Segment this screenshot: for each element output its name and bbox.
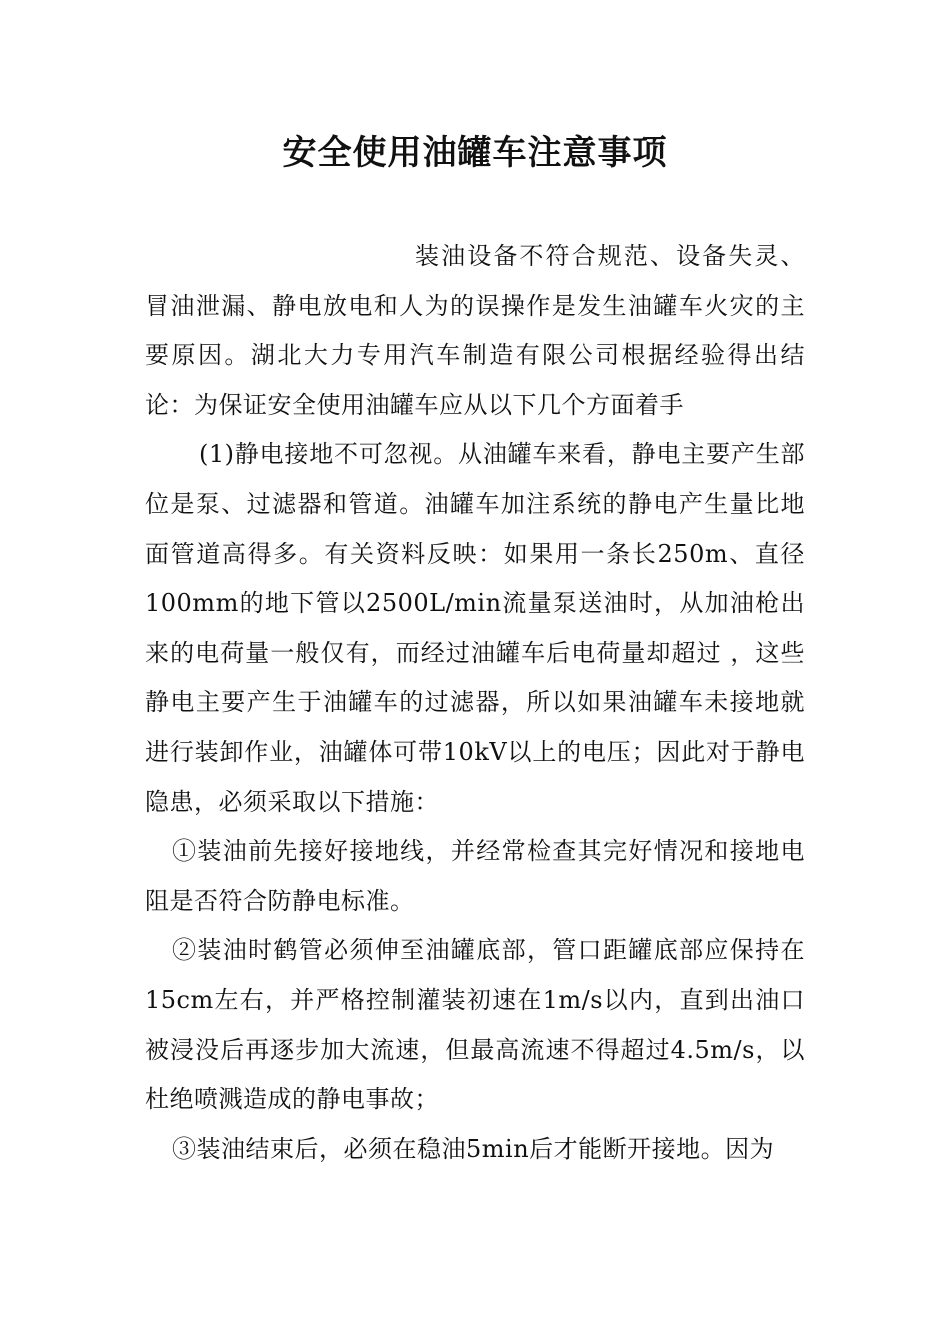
document-title: 安全使用油罐车注意事项 (282, 133, 668, 173)
measure-item-3: ③装油结束后，必须在稳油5min后才能断开接地。因为 (172, 1134, 775, 1163)
section-static-grounding: (1)静电接地不可忽视。从油罐车来看，静电主要产生部位是泵、过滤器和管道。油罐车加注系统的静电产生量比地面管道高得多。有关资料反映：如果用一条长250m、直径100mm的地下管以2500L/min流量泵送油时，从加油枪出来的电荷量一般仅有，而经过油罐车后电荷量却超过 ，这些静电主要产生于油罐车的过滤器，所以如果油罐车未接地就进行装卸作业，油罐体可带10kV以上的电压；因此对于静电隐患，必须采取以下措施： (145, 440, 805, 816)
document-body (145, 232, 805, 1174)
measure-item-1: ①装油前先接好接地线，并经常检查其完好情况和接地电阻是否符合防静电标准。 (145, 837, 805, 915)
intro-paragraph: 装油设备不符合规范、设备失灵、冒油泄漏、静电放电和人为的误操作是发生油罐车火灾的主要原因。湖北大力专用汽车制造有限公司根据经验得出结论：为保证安全使用油罐车应从以下几个方面着手 (145, 242, 805, 419)
measure-item-2: ②装油时鹤管必须伸至油罐底部，管口距罐底部应保持在15cm左右，并严格控制灌装初速在1m/s以内，直到出油口被浸没后再逐步加大流速，但最高流速不得超过4.5m/s，以杜绝喷溅造成的静电事故； (145, 936, 805, 1114)
